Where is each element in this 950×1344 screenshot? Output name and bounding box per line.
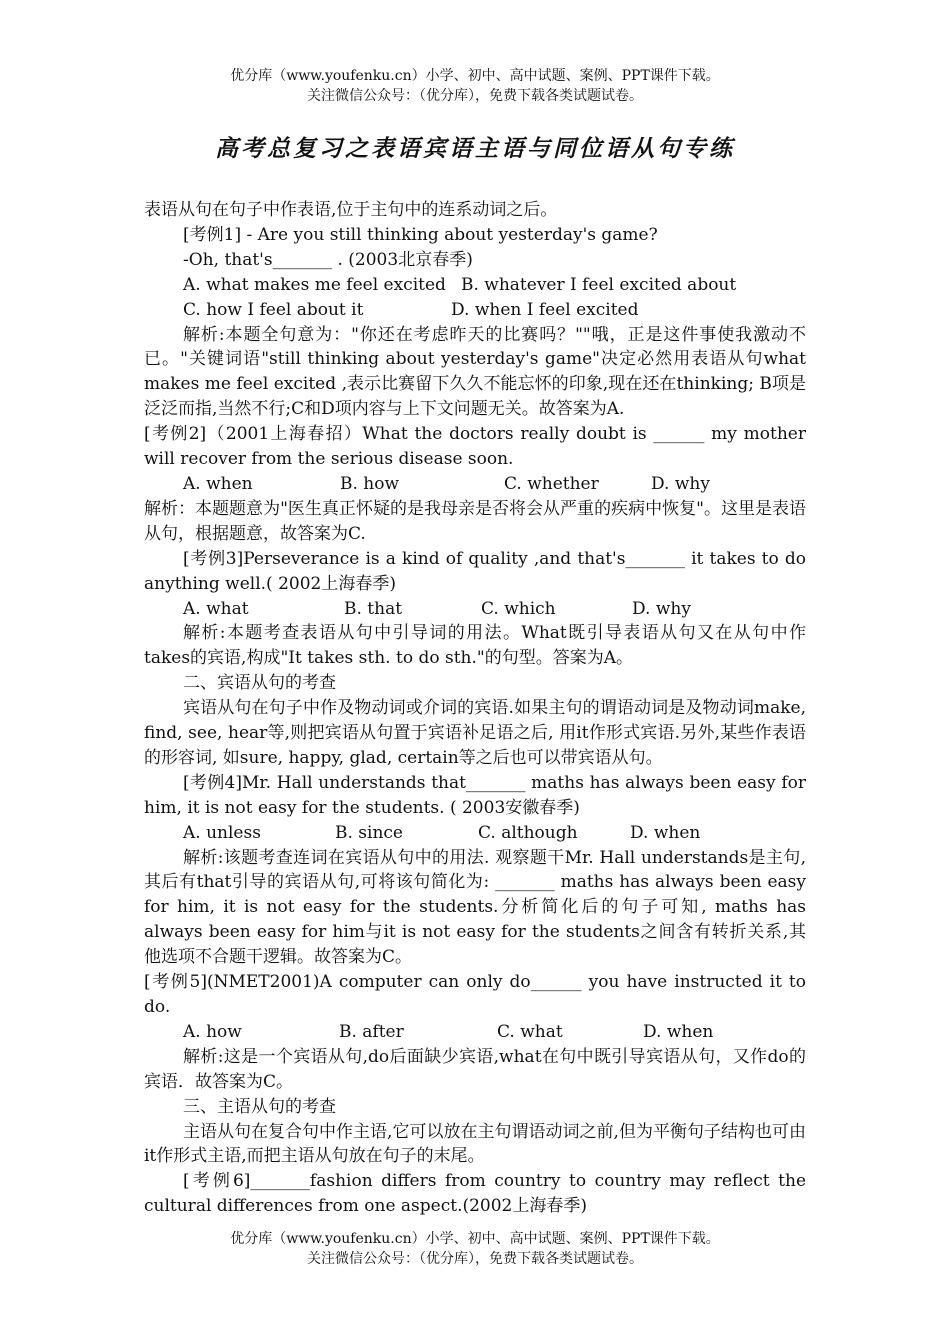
example-3-option-b: B. that xyxy=(344,598,403,619)
document-body xyxy=(144,198,806,1219)
example-5-option-d: D. when xyxy=(643,1021,714,1042)
example-4-option-c: C. although xyxy=(478,822,578,843)
example-5-options xyxy=(144,1020,806,1045)
example-1-analysis: 解析:本题全句意为："你还在考虑昨天的比赛吗？""哦，正是这件事使我激动不已。"关键词语"still thinking about yesterday's game"决定必然用表语从句what makes me feel excited ,表示比赛留下久久不能忘怀的印象,现在还在thinking; B项是泛泛而指,当然不行;C和D项内容与上下文问题无关。故答案为A. xyxy=(144,324,806,420)
example-4-option-a: A. unless xyxy=(183,822,261,843)
example-4-option-d: D. when xyxy=(630,822,701,843)
example-5-analysis: 解析:这是一个宾语从句,do后面缺少宾语,what在句中既引导宾语从句，又作do的宾语．故答案为C。 xyxy=(144,1046,806,1092)
example-4-options xyxy=(144,821,806,846)
example-1-option-d: D. when I feel excited xyxy=(451,299,639,320)
example-1-question-line-2: -Oh, that's_______ . (2003北京春季) xyxy=(183,249,473,270)
example-1-option-a: A. what makes me feel excited xyxy=(183,274,446,295)
section-2-heading: 二、宾语从句的考查 xyxy=(183,673,336,694)
footer-line-1: 优分库（www.youfenku.cn）小学、初中、高中试题、案例、PPT课件下载。 xyxy=(230,1231,720,1247)
section-2-text: 宾语从句在句子中作及物动词或介词的宾语.如果主句的谓语动词是及物动词make, find, see, hear等,则把宾语从句置于宾语补足语之后, 用it作形式宾语.另外,某些作表语的形容词, 如sure, happy, glad, certain等之后也可以带宾语从句。 xyxy=(144,698,806,768)
example-1-option-b: B. whatever I feel excited about xyxy=(461,274,737,295)
example-3-options xyxy=(144,597,806,622)
example-2-options xyxy=(144,472,806,497)
example-1-options-row-2 xyxy=(144,298,806,323)
example-2-option-a: A. when xyxy=(183,473,253,494)
page-footer xyxy=(0,1229,950,1269)
example-3-option-a: A. what xyxy=(183,598,249,619)
example-3-option-c: C. which xyxy=(481,598,556,619)
example-2-option-d: D. why xyxy=(651,473,710,494)
intro-paragraph: 表语从句在句子中作表语,位于主句中的连系动词之后。 xyxy=(144,200,558,220)
example-3-question: [考例3]Perseverance is a kind of quality ,and that's_______ it takes to do anything well.( 2002上海春季) xyxy=(144,548,806,594)
example-1-option-c: C. how I feel about it xyxy=(183,299,364,320)
page-header xyxy=(0,66,950,106)
example-5-option-c: C. what xyxy=(497,1021,563,1042)
example-5-question: [考例5](NMET2001)A computer can only do______ you have instructed it to do. xyxy=(144,972,806,1017)
example-5-option-a: A. how xyxy=(183,1021,242,1042)
example-2-analysis: 解析：本题题意为"医生真正怀疑的是我母亲是否将会从严重的疾病中恢复"。这里是表语从句，根据题意，故答案为C. xyxy=(144,498,806,544)
footer-line-2: 关注微信公众号：（优分库），免费下载各类试题试卷。 xyxy=(307,1251,643,1267)
header-line-2: 关注微信公众号：（优分库），免费下载各类试题试卷。 xyxy=(307,88,643,104)
example-1-options-row-1 xyxy=(144,273,806,298)
example-1-question: [考例1] - Are you still thinking about yesterday's game? xyxy=(183,224,658,245)
example-6-question: [考例6]_______fashion differs from country to country may reflect the cultural differences from one aspect.(2002上海春季) xyxy=(144,1171,806,1217)
example-4-question: [考例4]Mr. Hall understands that_______ maths has always been easy for him, it is not easy for the students. ( 2003安徽春季) xyxy=(144,772,806,818)
example-3-option-d: D. why xyxy=(632,598,691,619)
example-2-option-b: B. how xyxy=(340,473,400,494)
example-4-option-b: B. since xyxy=(335,822,403,843)
header-line-1: 优分库（www.youfenku.cn）小学、初中、高中试题、案例、PPT课件下载。 xyxy=(230,68,720,84)
document-title: 高考总复习之表语宾语主语与同位语从句专练 xyxy=(215,136,735,162)
section-3-heading: 三、主语从句的考查 xyxy=(183,1096,336,1117)
example-3-analysis: 解析:本题考查表语从句中引导词的用法。What既引导表语从句又在从句中作takes的宾语,构成"It takes sth. to do sth."的句型。答案为A。 xyxy=(144,623,806,669)
section-3-text: 主语从句在复合句中作主语,它可以放在主句谓语动词之前,但为平衡句子结构也可由it作形式主语,而把主语从句放在句子的末尾。 xyxy=(144,1121,806,1167)
example-4-analysis: 解析:该题考查连词在宾语从句中的用法. 观察题干Mr. Hall understands是主句,其后有that引导的宾语从句,可将该句简化为: _______ maths has always been easy for him, it is not easy for the students.分析简化后的句子可知, maths has always been easy for him与it is not easy for the students之间含有转折关系,其他选项不合题干逻辑。故答案为C。 xyxy=(144,847,807,968)
example-2-question: [考例2]（2001上海春招）What the doctors really doubt is ______ my mother will recover from the serious disease soon. xyxy=(144,424,806,470)
example-5-option-b: B. after xyxy=(339,1021,404,1042)
example-2-option-c: C. whether xyxy=(504,473,599,494)
